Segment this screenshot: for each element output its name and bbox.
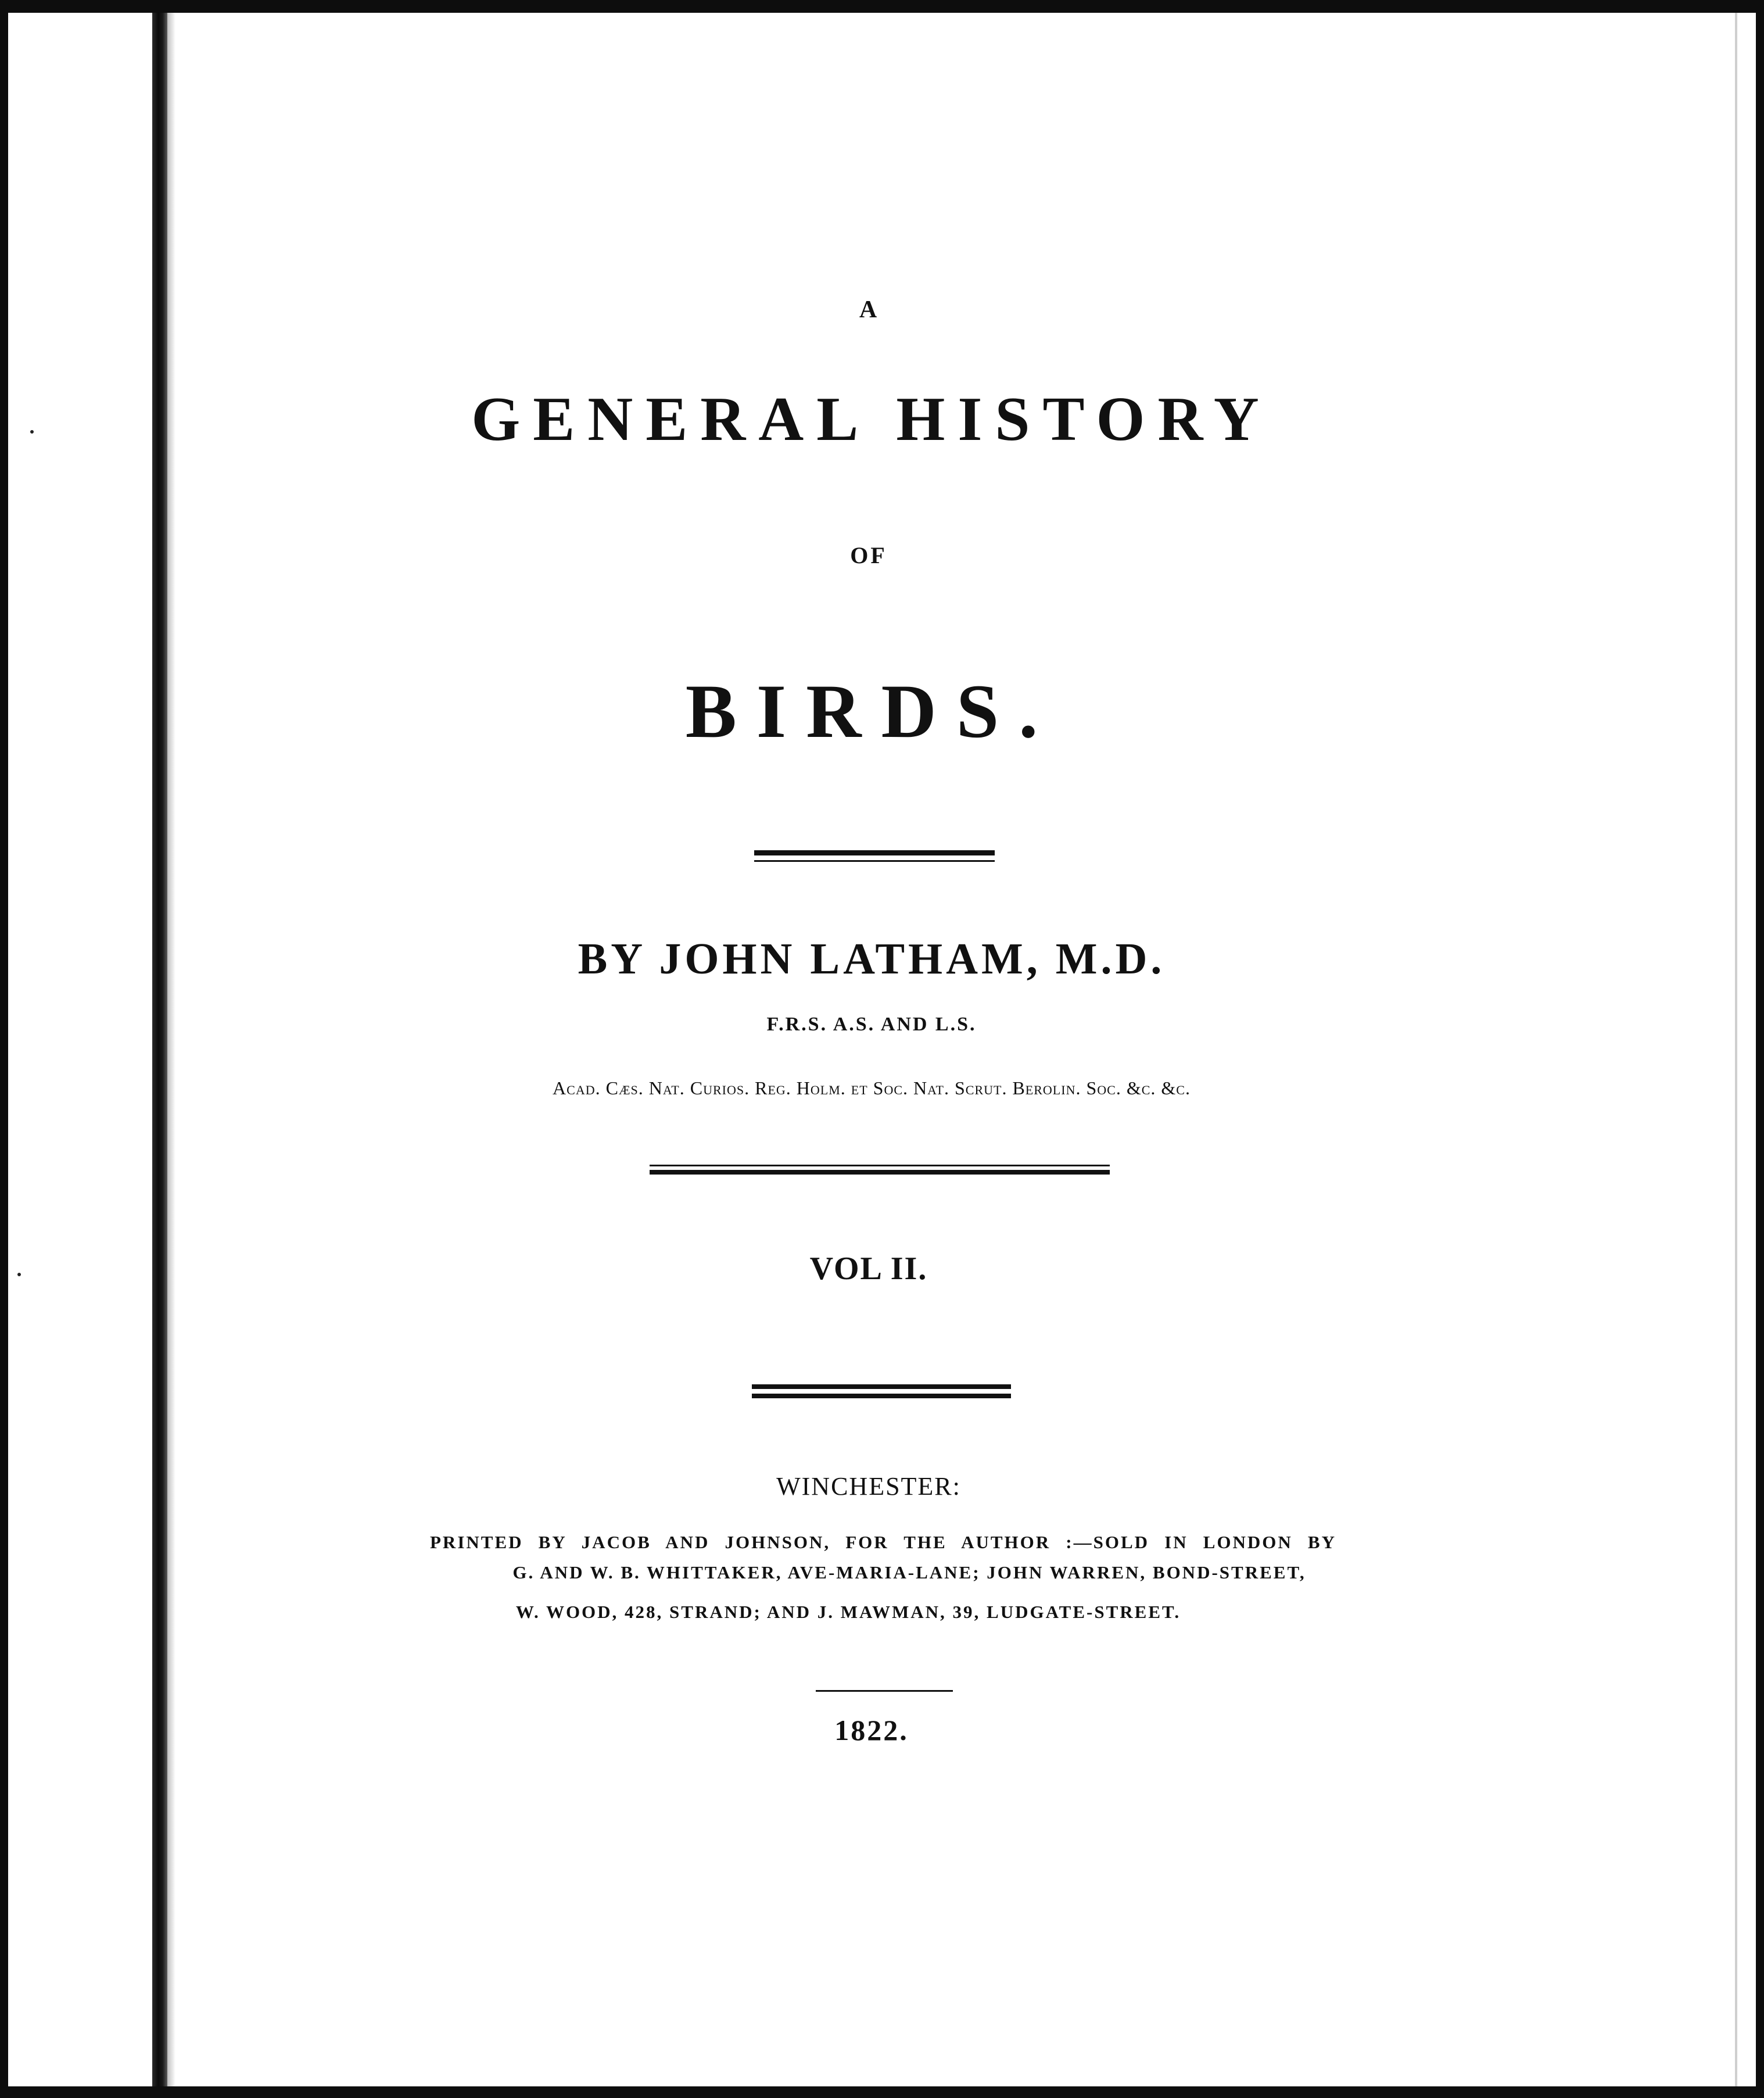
title-preposition: OF	[850, 542, 887, 568]
title-article: A	[859, 296, 879, 323]
ink-speck	[30, 430, 34, 434]
scan-border-bottom	[0, 2086, 1764, 2098]
double-rule-thin	[650, 1165, 1110, 1166]
double-rule-thick	[752, 1384, 1011, 1389]
scan-border-top	[0, 0, 1764, 13]
author-line: BY JOHN LATHAM, M.D.	[578, 935, 1166, 983]
volume-label: VOL II.	[809, 1251, 928, 1287]
gutter-shadow	[167, 13, 175, 2086]
imprint-line-1: PRINTED BY JACOB AND JOHNSON, FOR THE AUTHOR :—SOLD IN LONDON BY	[430, 1532, 1336, 1552]
imprint-line-2: G. AND W. B. WHITTAKER, AVE-MARIA-LANE; JOHN WARREN, BOND-STREET,	[512, 1562, 1306, 1583]
place-of-publication: WINCHESTER:	[776, 1472, 961, 1501]
book-spine-gutter	[152, 13, 167, 2086]
author-affiliations: Acad. Cæs. Nat. Curios. Reg. Holm. et Soc. Nat. Scrut. Berolin. Soc. &c. &c.	[553, 1077, 1191, 1098]
scan-border-left	[0, 0, 8, 2098]
double-rule-thick	[754, 850, 995, 855]
scan-border-right	[1756, 0, 1764, 2098]
double-rule-thin	[754, 860, 995, 862]
double-rule-thick	[650, 1170, 1110, 1175]
author-credentials: F.R.S. A.S. AND L.S.	[766, 1014, 977, 1035]
double-rule-thick	[752, 1394, 1011, 1398]
page-edge	[1735, 13, 1737, 2086]
publication-year: 1822.	[834, 1714, 909, 1746]
title-line-birds: BIRDS.	[685, 668, 1058, 754]
short-rule	[816, 1690, 953, 1692]
ink-speck	[17, 1273, 21, 1276]
title-line-general-history: GENERAL HISTORY	[471, 385, 1272, 454]
imprint-line-3: W. WOOD, 428, STRAND; AND J. MAWMAN, 39, LUDGATE-STREET.	[515, 1602, 1181, 1622]
